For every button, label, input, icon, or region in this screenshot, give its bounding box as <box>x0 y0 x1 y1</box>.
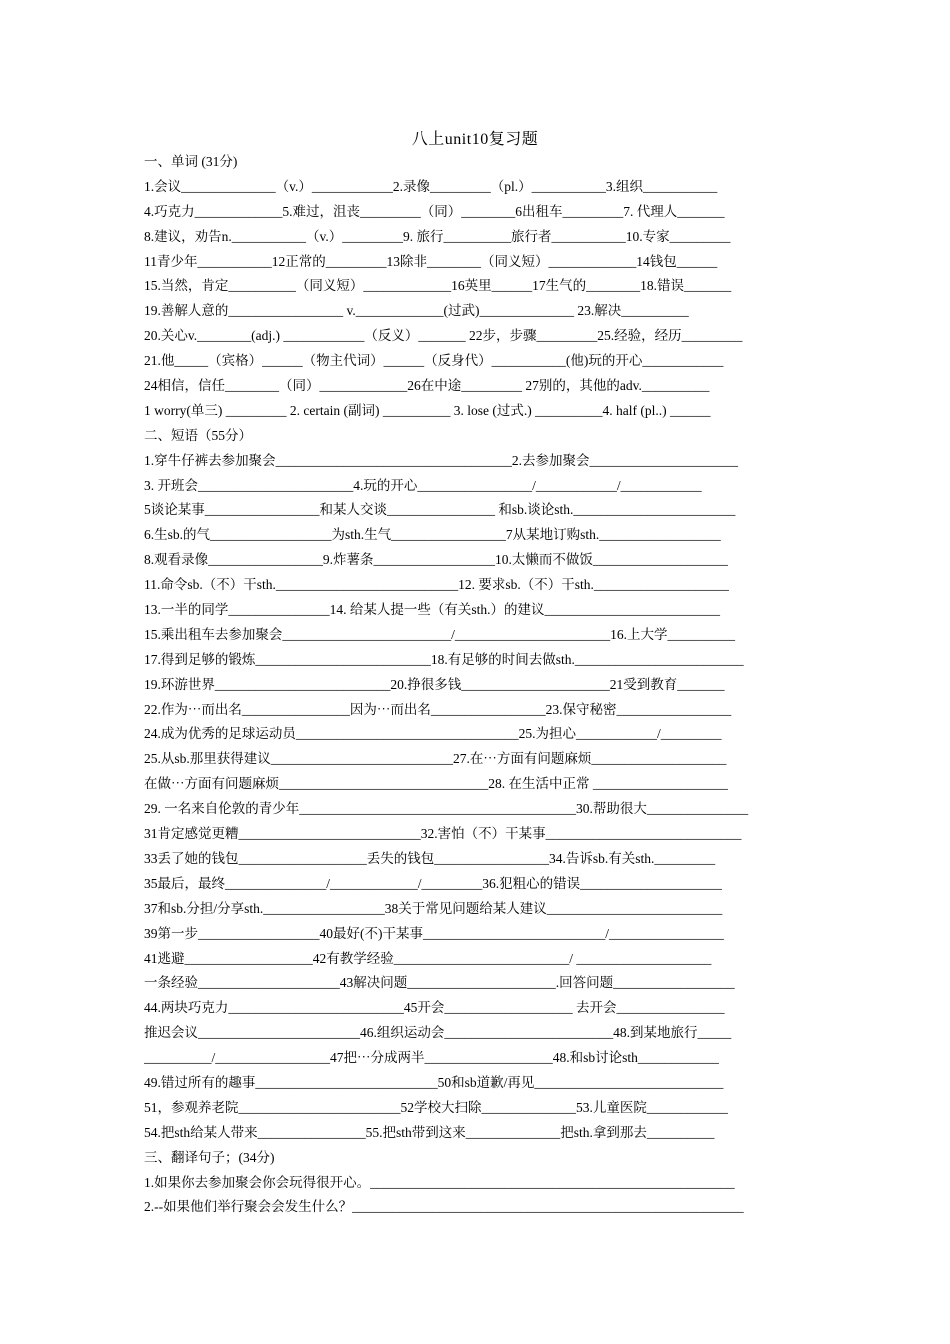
phrase-line: 24.成为优秀的足球运动员_________________________________25.为担心____________/_________ <box>144 726 722 742</box>
phrase-line: 15.乘出租车去参加聚会_________________________/_______________________16.上大学__________ <box>144 626 736 642</box>
phrase-line: 17.得到足够的锻炼__________________________18.有足够的时间去做sth._________________________ <box>144 651 744 667</box>
phrase-line: 6.生sb.的气__________________为sth.生气_________________7从某地订购sth.__________________ <box>144 527 721 543</box>
phrase-line: 22.作为⋯而出名________________因为⋯而出名_________________23.保守秘密_________________ <box>144 701 732 717</box>
vocab-line: 1.会议______________（v.）____________2.录像_________（pl.）___________3.组织___________ <box>144 178 718 194</box>
phrase-line: 33丢了她的钱包___________________丢失的钱包_________________34.告诉sb.有关sth._________ <box>144 850 716 866</box>
vocab-line: 24相信，信任________（同）_____________26在中途_________ 27别的，其他的adv.__________ <box>144 378 710 394</box>
vocab-line: 11青少年___________12正常的_________13除非________（同义短）_____________14钱包______ <box>144 253 718 269</box>
vocab-line: 4.巧克力_____________5.难过，沮丧_________（同）________6出租车_________7. 代理人_______ <box>144 203 725 219</box>
phrase-line: 8.观看录像_________________9.炸薯条__________________10.太懒而不做饭____________________ <box>144 552 728 568</box>
vocab-line: 19.善解人意的_________________ v._____________(过武)______________ 23.解决__________ <box>144 303 689 319</box>
phrase-line: 51，参观养老院________________________52学校大扫除______________53.儿童医院____________ <box>144 1099 728 1115</box>
phrase-line: 44.两块巧克力__________________________45开会___________________ 去开会________________ <box>144 1000 725 1016</box>
phrase-line: 一条经验_____________________43解决问题______________________.回答问题__________________ <box>144 975 735 991</box>
page-title: 八上unit10复习题 <box>411 131 539 148</box>
section-heading-vocabulary: 一、单词 (31分) <box>144 154 238 169</box>
vocab-line: 15.当然，肯定__________（同义短）_____________16英里______17生气的________18.错误_______ <box>144 278 732 294</box>
phrase-line: 41逃避___________________42有教学经验__________________________/ ____________________ <box>144 950 712 966</box>
phrase-line: 37和sb.分担/分享sth.__________________38关于常见问题给某人建议__________________________ <box>144 900 723 916</box>
phrase-line: __________/_________________47把⋯分成两半___________________48.和sb讨论sth____________ <box>144 1050 719 1066</box>
phrase-line: 5谈论某事_________________和某人交谈________________ 和sb.谈论sth.________________________ <box>144 502 736 518</box>
vocab-line: 21.他_____（宾格）______（物主代词）______（反身代）___________(他)玩的开心____________ <box>144 353 724 369</box>
phrase-line: 19.环游世界__________________________20.挣很多钱______________________21受到教育_______ <box>144 676 725 692</box>
phrase-line: 推迟会议________________________46.组织运动会_________________________48.到某地旅行_____ <box>144 1025 732 1041</box>
section-heading-phrases: 二、短语（55分） <box>144 427 252 443</box>
phrase-line: 1.穿牛仔裤去参加聚会___________________________________2.去参加聚会______________________ <box>144 452 738 468</box>
phrase-line: 35最后，最终_______________/_____________/_________36.犯粗心的错误_____________________ <box>144 875 722 891</box>
section-heading-translation: 三、翻译句子；(34分) <box>144 1149 275 1165</box>
phrase-line: 25.从sb.那里获得建议___________________________27.在⋯方面有问题麻烦____________________ <box>144 751 727 767</box>
vocab-line: 8.建议，劝告n.___________（v.）_________9. 旅行__________旅行者___________10.专家_________ <box>144 228 731 244</box>
phrase-line: 3. 开班会_______________________4.玩的开心_________________/____________/____________ <box>144 477 702 493</box>
phrase-line: 在做⋯方面有问题麻烦_______________________________28. 在生活中正常 ____________________ <box>144 776 728 792</box>
phrase-line: 13.一半的同学_______________14. 给某人提一些（有关sth.）的建议__________________________ <box>144 602 721 618</box>
phrase-line: 49.错过所有的趣事___________________________50和sb道歉/再见____________________________ <box>144 1074 724 1090</box>
phrase-line: 29. 一名来自伦敦的青少年_________________________________________30.帮助很大_______________ <box>144 801 749 817</box>
vocab-line: 20.关心v.________(adj.) ____________（反义）_______ 22步，步骤_________25.经验，经历_________ <box>144 328 743 344</box>
phrase-line: 11.命令sb.（不）干sth.___________________________12. 要求sb.（不）干sth.____________________ <box>144 577 729 593</box>
worksheet-body <box>144 150 824 1220</box>
phrase-line: 39第一步__________________40最好(不)干某事___________________________/_________________ <box>144 925 724 941</box>
translation-line: 2.--如果他们举行聚会会发生什么？__________________________________________________________ <box>144 1199 744 1215</box>
phrase-line: 31肯定感觉更糟___________________________32.害怕（不）干某事_____________________________ <box>144 826 742 842</box>
vocab-line: 1 worry(单三) _________ 2. certain (副词) __________ 3. lose (过式.) __________4. half (pl..) ______ <box>144 402 711 418</box>
phrase-line: 54.把sth给某人带来________________55.把sth带到这来______________把sth.拿到那去__________ <box>144 1124 715 1140</box>
translation-line: 1.如果你去参加聚会你会玩得很开心。______________________________________________________ <box>144 1174 735 1190</box>
